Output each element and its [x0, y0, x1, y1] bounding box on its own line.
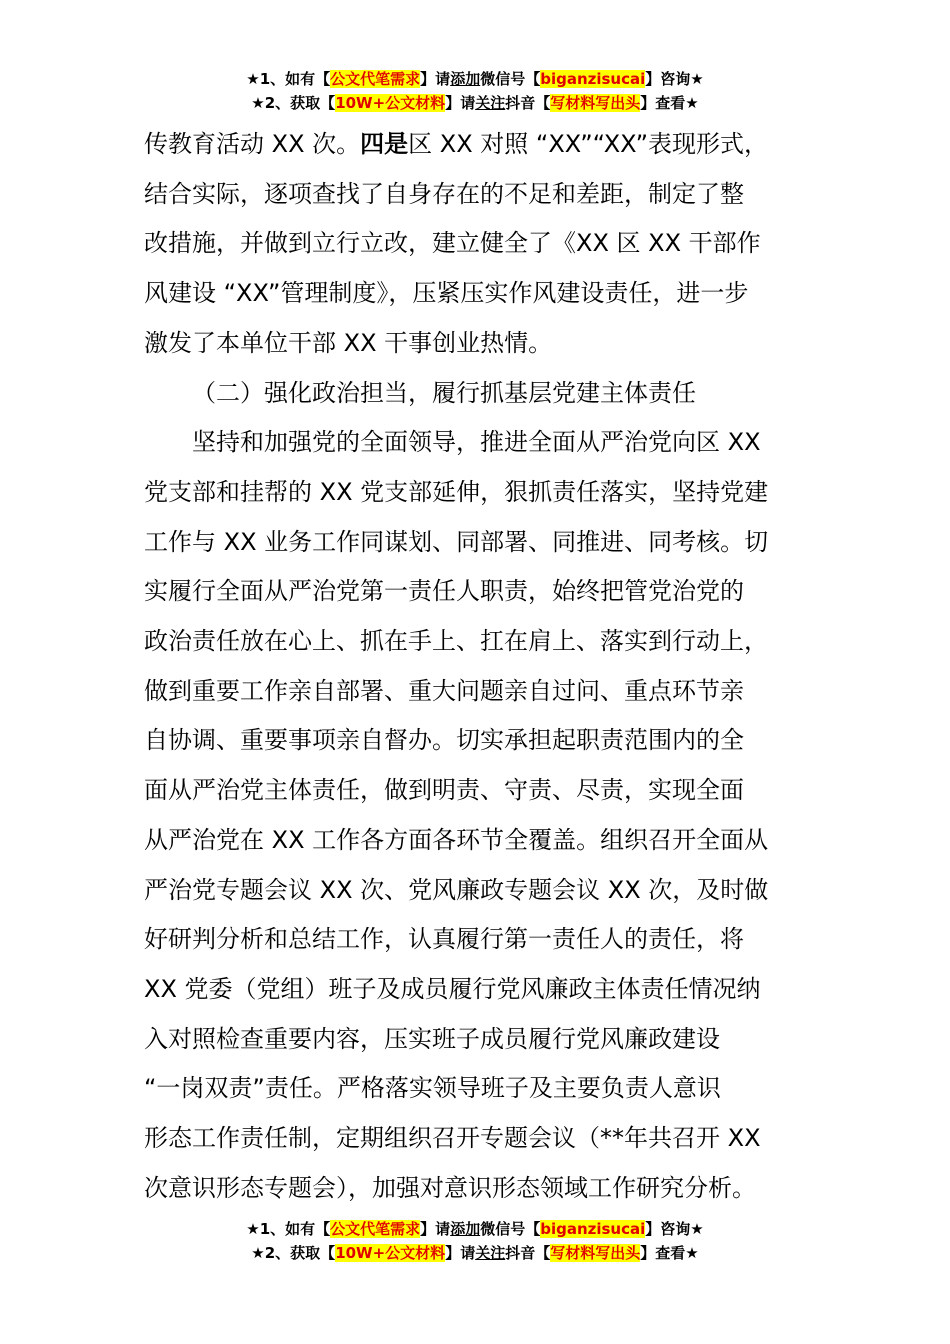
body-line: 面从严治党主体责任，做到明责、守责、尽责，实现全面: [144, 776, 744, 805]
body-line: 激发了本单位干部 XX 干事创业热情。: [144, 328, 553, 357]
body-line: 好研判分析和总结工作，认真履行第一责任人的责任，将: [144, 925, 744, 954]
banner-text: 微信号【: [480, 70, 541, 88]
bold-label: 四是: [360, 130, 409, 158]
banner-text: 】查看★: [640, 1244, 699, 1262]
body-line: 改措施，并做到立行立改，建立健全了《XX 区 XX 干部作: [144, 229, 761, 258]
highlight-materials: 10W+公文材料: [335, 1244, 446, 1262]
section-heading: （二）强化政治担当，履行抓基层党建主体责任: [192, 378, 696, 407]
banner-text: 】请: [420, 1220, 451, 1238]
text-run: 传教育活动 XX 次。: [144, 130, 361, 158]
body-line: [144, 120, 809, 170]
banner-text: 】查看★: [640, 94, 699, 112]
bottom-banner: [0, 1218, 950, 1266]
body-line: 政治责任放在心上、抓在手上、扛在肩上、落实到行动上，: [144, 627, 768, 656]
body-line: 结合实际，逐项查找了自身存在的不足和差距，制定了整: [144, 179, 744, 208]
banner-underlined-text: 添加: [450, 70, 481, 88]
banner-text: 】请: [445, 1244, 476, 1262]
text-run: 区 XX 对照 “XX”“XX”表现形式，: [408, 130, 769, 158]
body-line: 做到重要工作亲自部署、重大问题亲自过问、重点环节亲: [144, 676, 744, 705]
body-line: 实履行全面从严治党第一责任人职责，始终把管党治党的: [144, 577, 744, 606]
banner-line-1: [0, 68, 950, 92]
body-line: 严治党专题会议 XX 次、党风廉政专题会议 XX 次，及时做: [144, 875, 769, 904]
body-line: 入对照检查重要内容，压实班子成员履行党风廉政建设: [144, 1024, 720, 1053]
top-banner: [0, 68, 950, 116]
banner-text: 微信号【: [480, 1220, 541, 1238]
banner-text: 】请: [420, 70, 451, 88]
highlight-service: 公文代笔需求: [330, 70, 421, 88]
banner-text: ★1、如有【: [246, 70, 331, 88]
banner-text: 】咨询★: [645, 70, 704, 88]
banner-text: ★2、获取【: [251, 94, 336, 112]
banner-text: ★1、如有【: [246, 1220, 331, 1238]
body-line: 形态工作责任制，定期组织召开专题会议（**年共召开 XX: [144, 1124, 761, 1153]
body-line: 党支部和挂帮的 XX 党支部延伸，狠抓责任落实，坚持党建: [144, 477, 769, 506]
highlight-douyin: 写材料写出头: [550, 94, 641, 112]
body-line: “一岗双责”责任。严格落实领导班子及主要负责人意识: [144, 1074, 721, 1103]
body-line: 自协调、重要事项亲自督办。切实承担起职责范围内的全: [144, 726, 744, 755]
highlight-wechat-id: biganzisucai: [540, 1220, 646, 1238]
banner-underlined-text: 关注: [475, 1244, 506, 1262]
body-line: 从严治党在 XX 工作各方面各环节全覆盖。组织召开全面从: [144, 825, 769, 854]
banner-text: ★2、获取【: [251, 1244, 336, 1262]
banner-line-2: [0, 92, 950, 116]
document-body: [144, 120, 809, 1213]
body-line: 工作与 XX 业务工作同谋划、同部署、同推进、同考核。切: [144, 527, 769, 556]
body-line: XX 党委（党组）班子及成员履行党风廉政主体责任情况纳: [144, 974, 761, 1003]
body-line: 次意识形态专题会），加强对意识形态领域工作研究分析。: [144, 1173, 756, 1202]
banner-text: 】咨询★: [645, 1220, 704, 1238]
banner-line-1: [0, 1218, 950, 1242]
banner-underlined-text: 添加: [450, 1220, 481, 1238]
banner-text: 】请: [445, 94, 476, 112]
body-line: 风建设 “XX”管理制度》，压紧压实作风建设责任，进一步: [144, 279, 749, 308]
banner-text: 抖音【: [505, 1244, 551, 1262]
banner-text: 抖音【: [505, 94, 551, 112]
highlight-materials: 10W+公文材料: [335, 94, 446, 112]
banner-underlined-text: 关注: [475, 94, 506, 112]
body-line: 坚持和加强党的全面领导，推进全面从严治党向区 XX: [192, 428, 761, 457]
highlight-wechat-id: biganzisucai: [540, 70, 646, 88]
highlight-service: 公文代笔需求: [330, 1220, 421, 1238]
banner-line-2: [0, 1242, 950, 1266]
highlight-douyin: 写材料写出头: [550, 1244, 641, 1262]
